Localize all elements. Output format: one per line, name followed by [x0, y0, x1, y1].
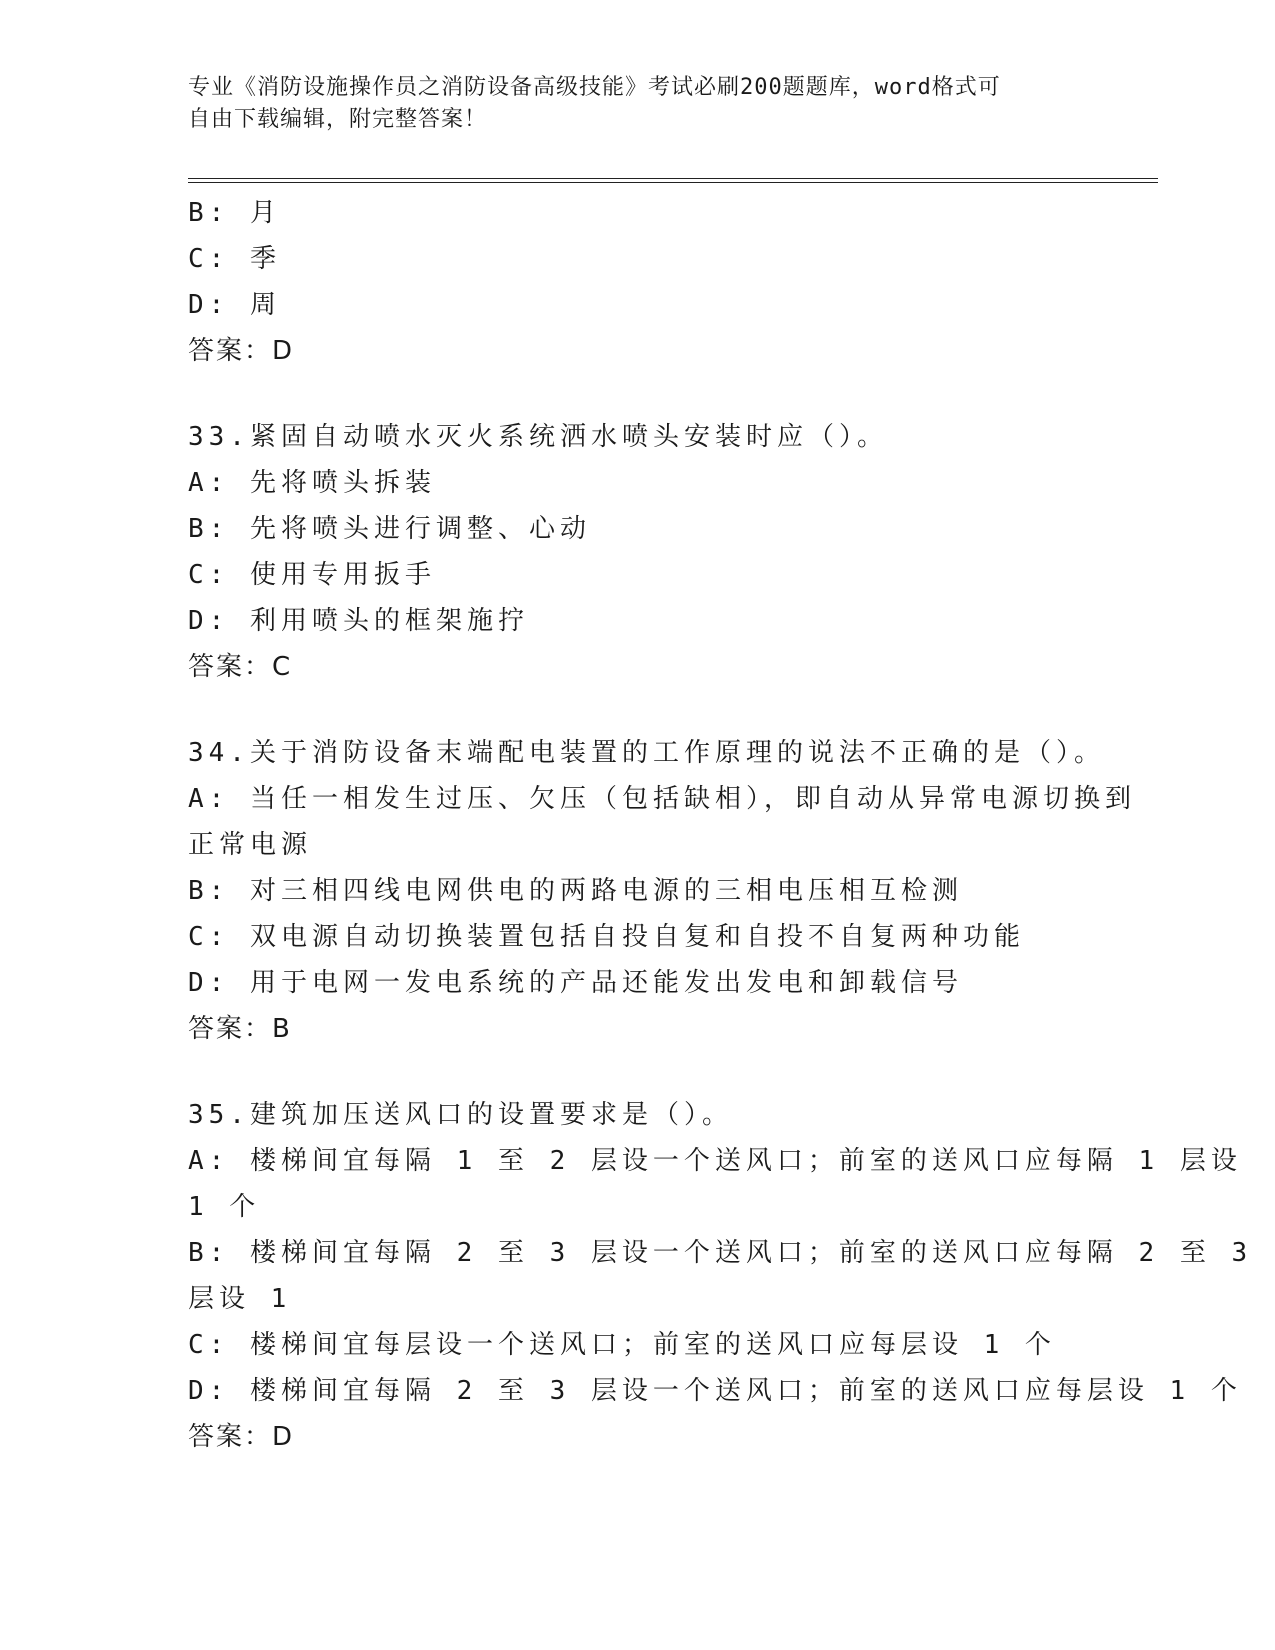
question-33-block: [188, 414, 1088, 690]
question-text: 33.紧固自动喷水灭火系统洒水喷头安装时应（）。: [188, 422, 888, 452]
answer: 答案：D: [188, 1422, 295, 1452]
question-text: 35.建筑加压送风口的设置要求是（）。: [188, 1100, 733, 1130]
header-divider: [188, 178, 1158, 183]
question-32-block: [188, 190, 1088, 374]
option-b-line-2: 层设 1: [188, 1284, 292, 1314]
option-d: D: 用于电网一发电系统的产品还能发出发电和卸载信号: [188, 968, 963, 998]
option-a-line-1: A: 楼梯间宜每隔 1 至 2 层设一个送风口；前室的送风口应每隔 1 层设: [188, 1146, 1242, 1176]
option-d: D: 楼梯间宜每隔 2 至 3 层设一个送风口；前室的送风口应每层设 1 个: [188, 1376, 1242, 1406]
question-35-block: [188, 1092, 1253, 1460]
option-d: D: 周: [188, 290, 281, 320]
option-b: B: 对三相四线电网供电的两路电源的三相电压相互检测: [188, 876, 963, 906]
answer: 答案：C: [188, 652, 293, 682]
option-b-line-1: B: 楼梯间宜每隔 2 至 3 层设一个送风口；前室的送风口应每隔 2 至 3: [188, 1238, 1253, 1268]
option-b: B: 月: [188, 198, 281, 228]
answer: 答案：D: [188, 336, 295, 366]
header-title-line-2: 自由下载编辑，附完整答案！: [188, 107, 488, 132]
document-header: [188, 72, 1068, 136]
spacer: [188, 690, 1088, 730]
option-b: B: 先将喷头进行调整、心动: [188, 514, 591, 544]
answer: 答案：B: [188, 1014, 292, 1044]
option-c: C: 双电源自动切换装置包括自投自复和自投不自复两种功能: [188, 922, 1025, 952]
option-c: C: 楼梯间宜每层设一个送风口；前室的送风口应每层设 1 个: [188, 1330, 1056, 1360]
question-34-block: [188, 730, 1136, 1052]
option-a-line-1: A: 当任一相发生过压、欠压（包括缺相），即自动从异常电源切换到: [188, 784, 1136, 814]
option-c: C: 季: [188, 244, 281, 274]
option-a: A: 先将喷头拆装: [188, 468, 436, 498]
option-a-line-2: 正常电源: [188, 830, 313, 860]
header-title-line-1: 专业《消防设施操作员之消防设备高级技能》考试必刷200题题库，word格式可: [188, 75, 1001, 100]
question-list: [188, 190, 1253, 1460]
option-c: C: 使用专用扳手: [188, 560, 436, 590]
question-text: 34.关于消防设备末端配电装置的工作原理的说法不正确的是（）。: [188, 738, 1105, 768]
spacer: [188, 1052, 1088, 1092]
option-d: D: 利用喷头的框架施拧: [188, 606, 529, 636]
option-a-line-2: 1 个: [188, 1192, 261, 1222]
spacer: [188, 374, 1088, 414]
